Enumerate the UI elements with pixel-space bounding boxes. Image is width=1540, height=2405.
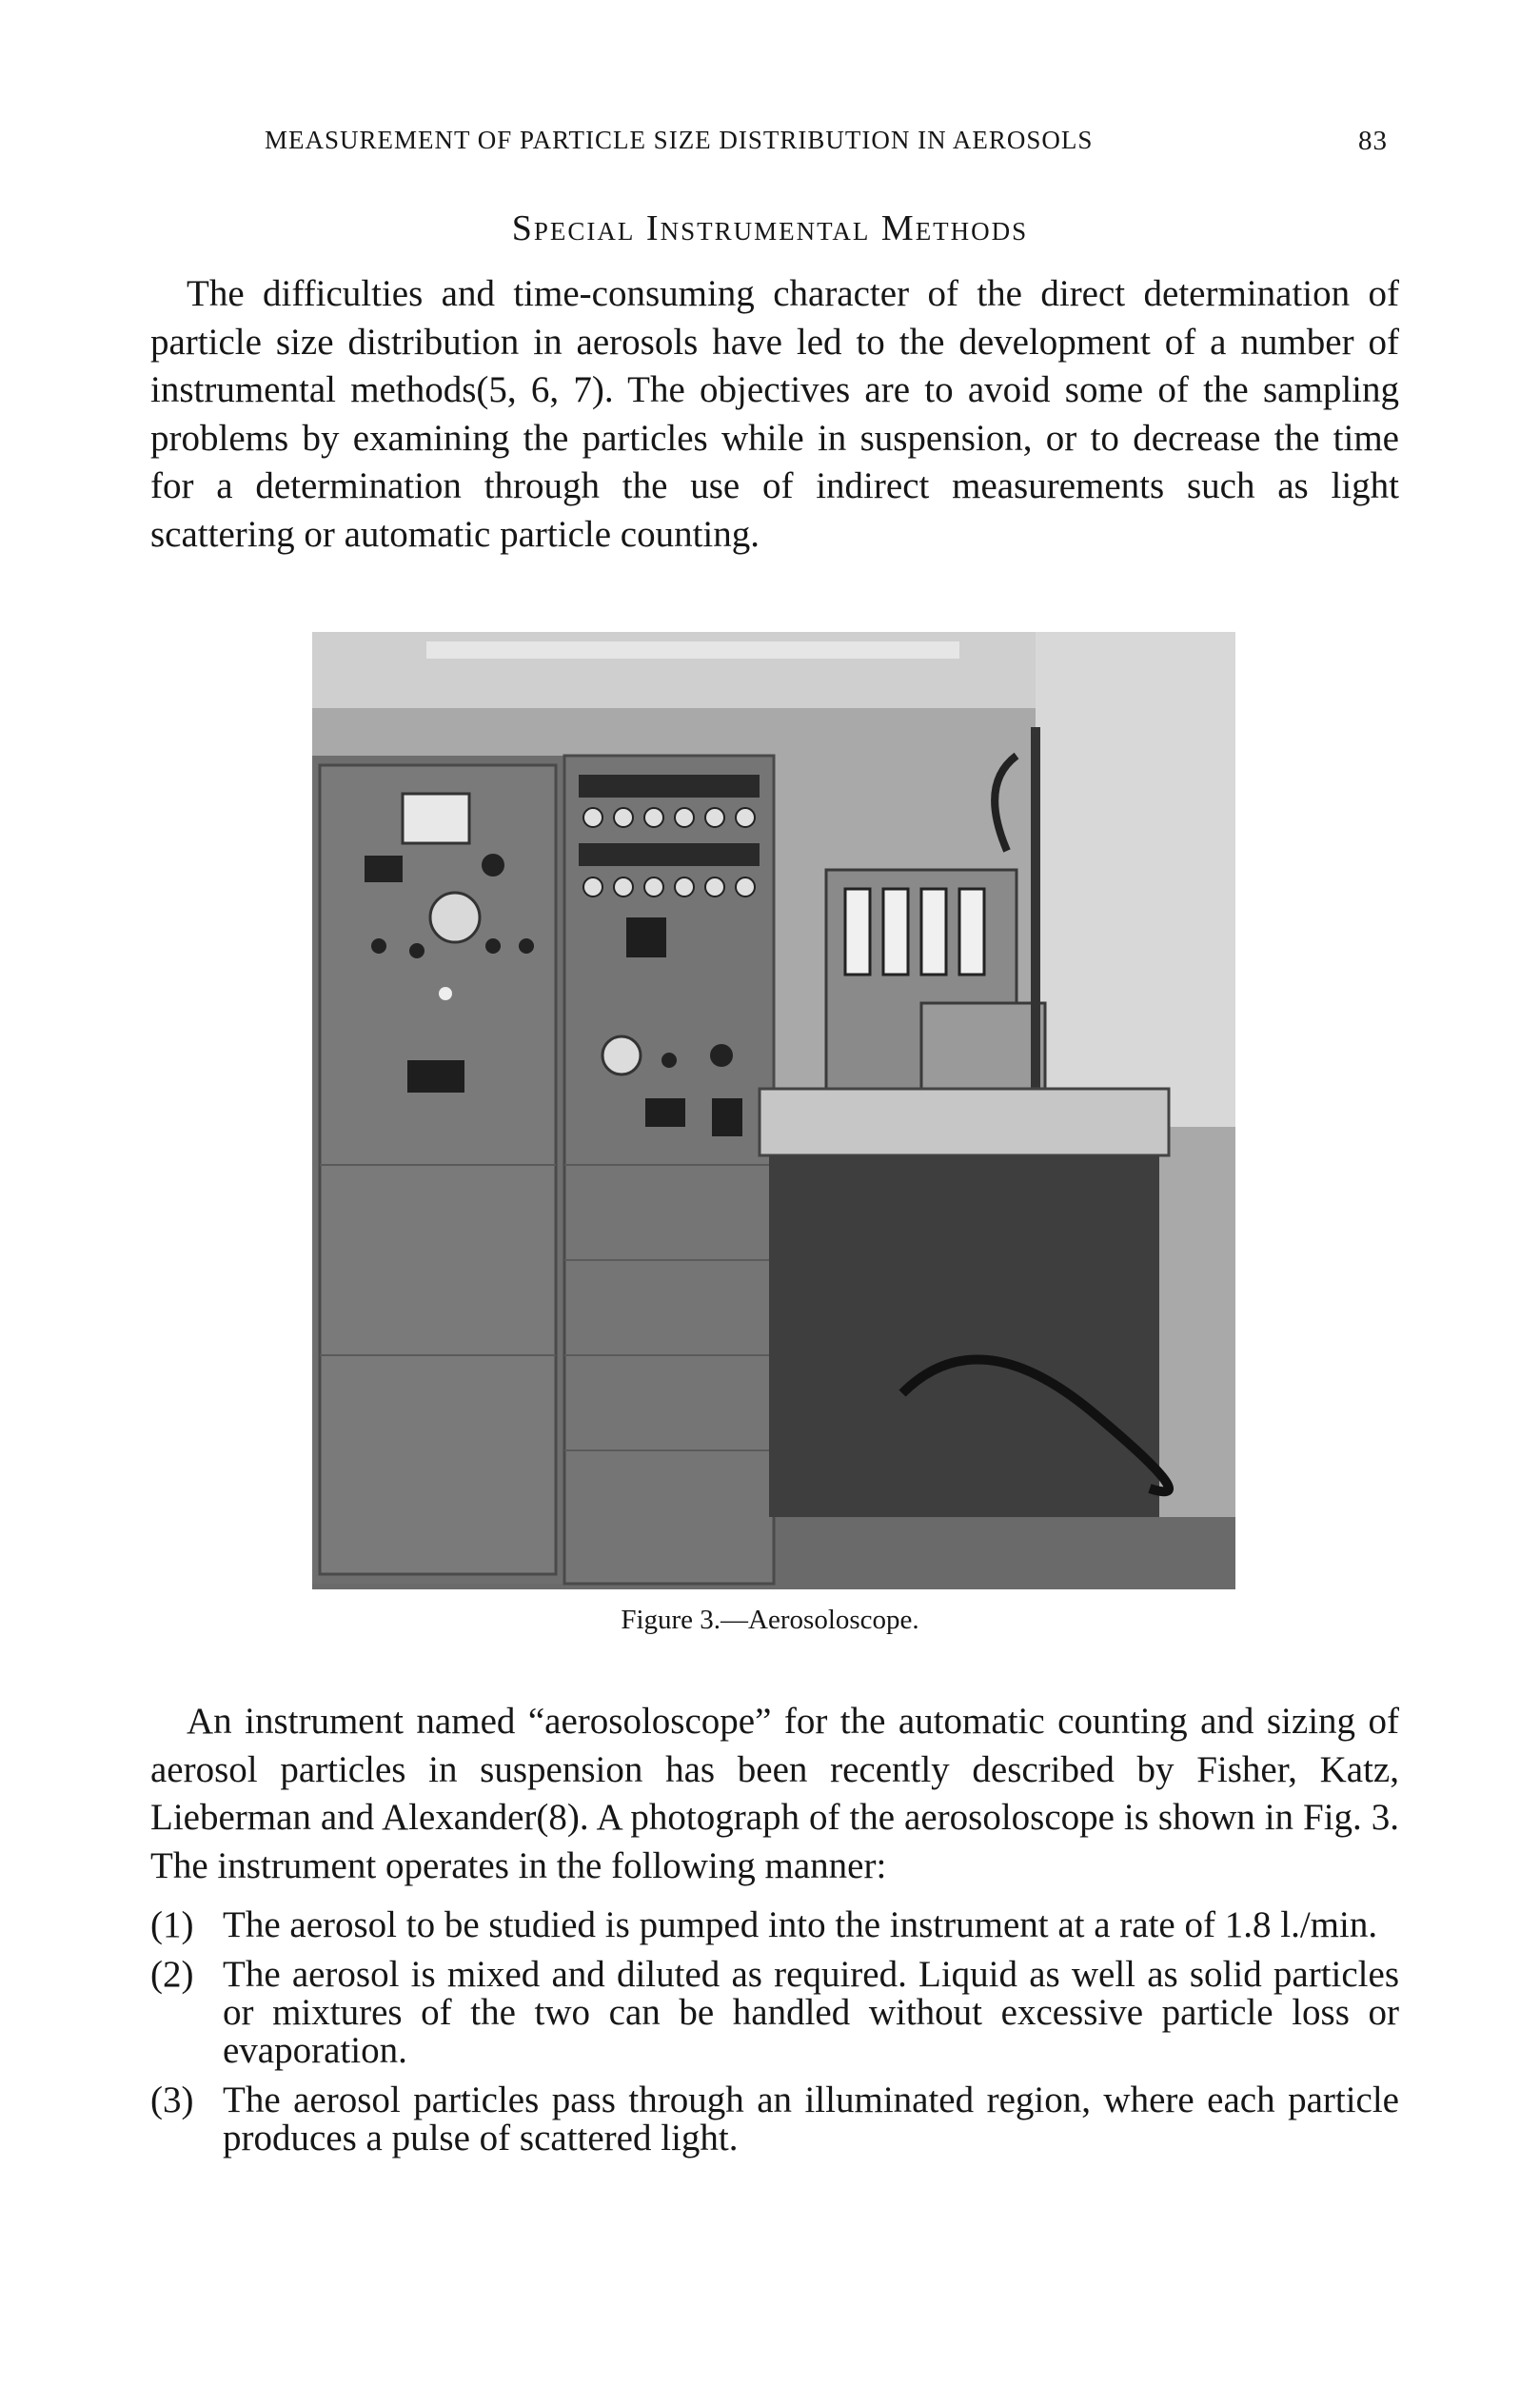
list-item-number: (2) — [150, 1954, 194, 1995]
list-item — [150, 2081, 1399, 2158]
list-item-number: (1) — [150, 1904, 194, 1945]
figure-caption: Figure 3.—Aerosoloscope. — [621, 1605, 919, 1635]
page-number: 83 — [1358, 126, 1388, 156]
list-item-text: The aerosol to be studied is pumped into the instrument at a rate of 1.8 l./min. — [223, 1904, 1378, 1945]
steps-list — [150, 1906, 1399, 2169]
intro-paragraph: The difficulties and time-consuming character of the direct determination of particle size distribution in aerosols have led to the development of a number of instrumental methods(5, 6, 7). The objectives are to avoid some of the sampling problems by examining the particles while in suspension, or to decrease the time for a determination through the use of indirect measurements such as light scattering or automatic particle counting. — [150, 273, 1399, 555]
running-head — [265, 126, 1388, 168]
list-item-text: The aerosol is mixed and diluted as required. Liquid as well as solid particles or mixtures of the two can be handled without excessive particle loss or evaporation. — [223, 1954, 1399, 2071]
running-head-title: MEASUREMENT OF PARTICLE SIZE DISTRIBUTION IN AEROSOLS — [265, 126, 1094, 154]
list-item-text: The aerosol particles pass through an illuminated region, where each particle produces a pulse of scattered light. — [223, 2080, 1399, 2159]
list-item-number: (3) — [150, 2080, 194, 2120]
section-heading: Special Instrumental Methods — [511, 208, 1029, 248]
body-paragraph: An instrument named “aerosoloscope” for the automatic counting and sizing of aerosol particles in suspension has been recently described by Fisher, Katz, Lieberman and Alexander(8). A photograph of the aerosoloscope is shown in Fig. 3. The instrument operates in the following manner: — [150, 1701, 1399, 1886]
aerosoloscope-photo — [312, 632, 1235, 1589]
list-item — [150, 1906, 1399, 1944]
list-item — [150, 1956, 1399, 2070]
